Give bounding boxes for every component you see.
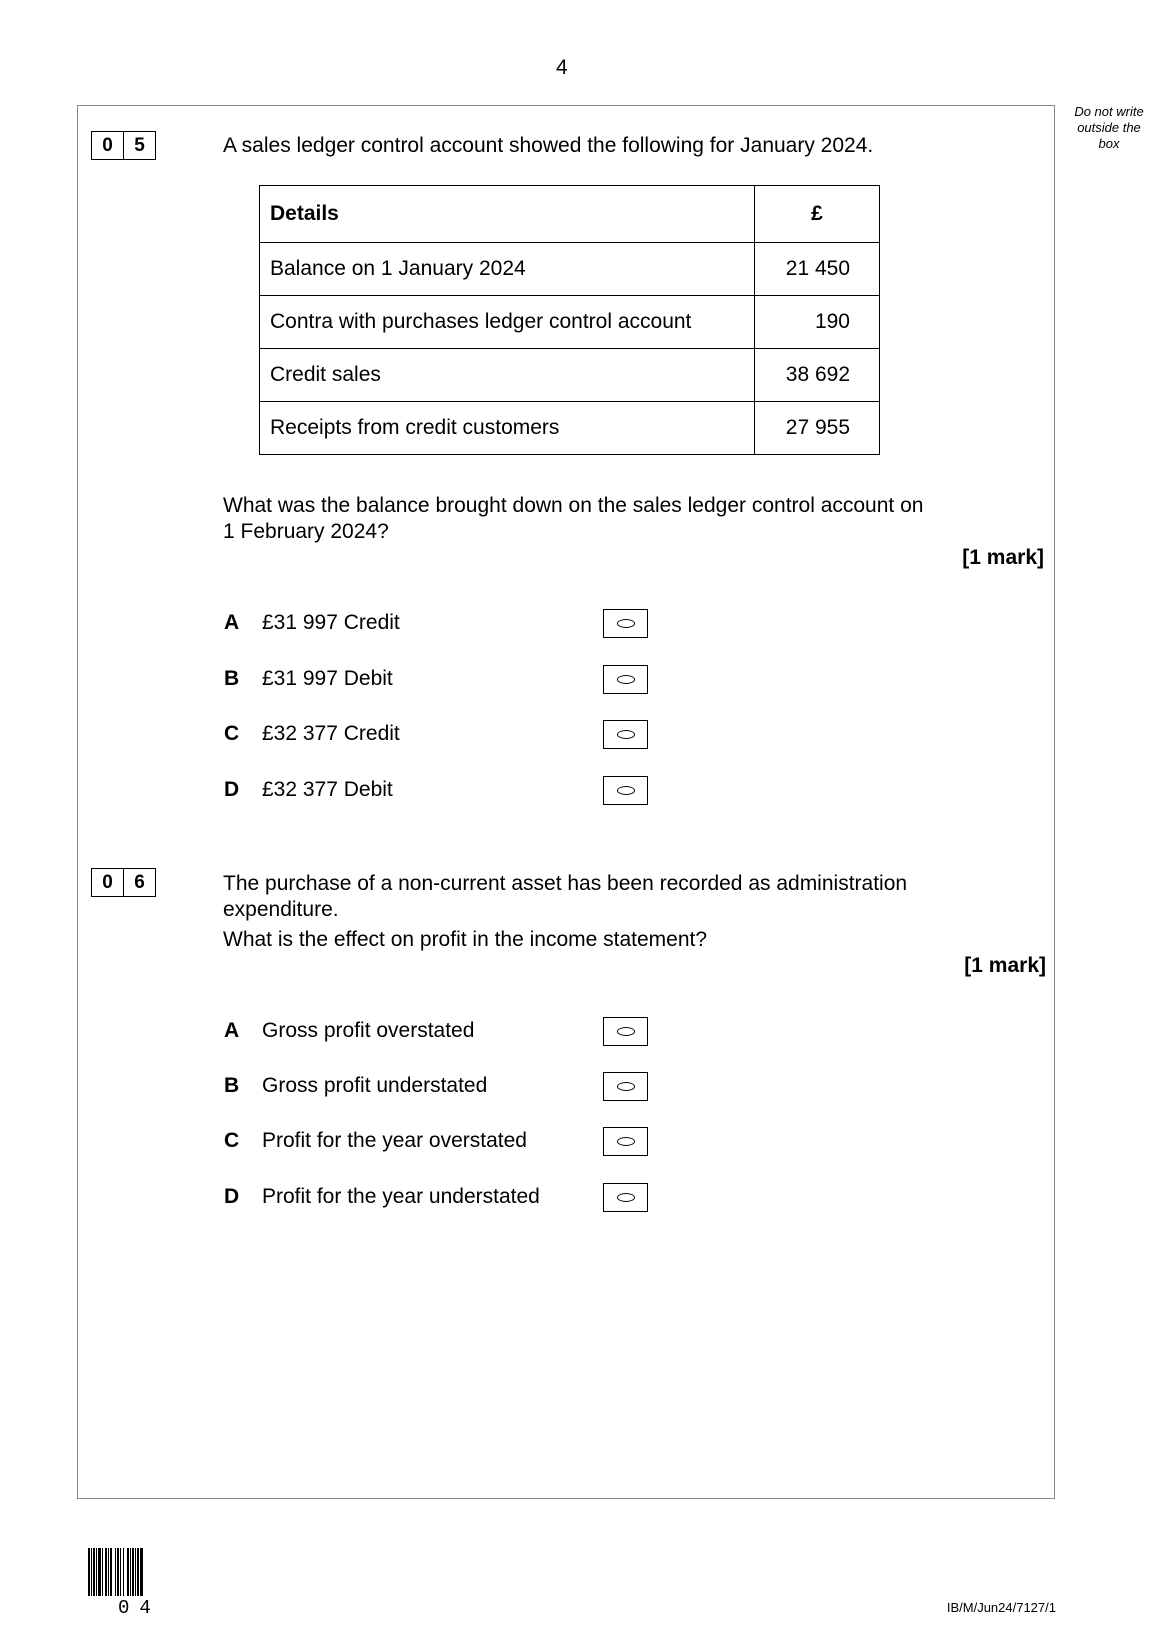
marks-label: [1 mark] bbox=[962, 546, 1044, 569]
paper-code: IB/M/Jun24/7127/1 bbox=[946, 1600, 1056, 1615]
question-prompt-line: What was the balance brought down on the sales ledger control account on bbox=[223, 494, 924, 517]
option-text: £31 997 Credit bbox=[262, 611, 400, 634]
cell-amount: 38 692 bbox=[755, 349, 880, 402]
cell-detail: Receipts from credit customers bbox=[260, 402, 755, 455]
barcode-number: 04 bbox=[118, 1597, 161, 1619]
question-prompt-line: The purchase of a non-current asset has been recorded as administration bbox=[223, 872, 908, 895]
option-text: Gross profit understated bbox=[262, 1074, 488, 1097]
cell-detail: Credit sales bbox=[260, 349, 755, 402]
lozenge-icon bbox=[617, 1193, 635, 1202]
answer-bubble[interactable] bbox=[603, 1127, 648, 1156]
lozenge-icon bbox=[617, 730, 635, 739]
option-text: Profit for the year understated bbox=[262, 1185, 540, 1208]
lozenge-icon bbox=[617, 675, 635, 684]
cell-amount: 21 450 bbox=[755, 243, 880, 296]
answer-bubble[interactable] bbox=[603, 1072, 648, 1101]
question-prompt-line: What is the effect on profit in the income statement? bbox=[223, 928, 708, 951]
lozenge-icon bbox=[617, 619, 635, 628]
option-text: £32 377 Credit bbox=[262, 722, 400, 745]
question-prompt-line: 1 February 2024? bbox=[223, 520, 389, 543]
ledger-table bbox=[259, 185, 880, 455]
option-letter: B bbox=[224, 667, 240, 690]
table-row bbox=[260, 349, 880, 402]
option-text: Gross profit overstated bbox=[262, 1019, 475, 1042]
option-text: £31 997 Debit bbox=[262, 667, 393, 690]
option-letter: B bbox=[224, 1074, 240, 1097]
answer-bubble[interactable] bbox=[603, 609, 648, 638]
option-letter: C bbox=[224, 1129, 240, 1152]
header-amount: £ bbox=[755, 186, 880, 243]
cell-detail: Balance on 1 January 2024 bbox=[260, 243, 755, 296]
question-intro: A sales ledger control account showed the following for January 2024. bbox=[223, 134, 874, 157]
barcode bbox=[88, 1548, 143, 1596]
table-row bbox=[260, 296, 880, 349]
question-number-06 bbox=[91, 868, 156, 897]
answer-bubble[interactable] bbox=[603, 665, 648, 694]
margin-note: Do not write outside the box bbox=[1074, 104, 1144, 151]
barcode-bar bbox=[140, 1548, 143, 1596]
answer-bubble[interactable] bbox=[603, 1017, 648, 1046]
marks-label: [1 mark] bbox=[964, 954, 1046, 977]
table-header-row bbox=[260, 186, 880, 243]
cell-amount: 190 bbox=[755, 296, 880, 349]
option-letter: D bbox=[224, 1185, 240, 1208]
digit: 6 bbox=[123, 869, 155, 896]
lozenge-icon bbox=[617, 1137, 635, 1146]
answer-bubble[interactable] bbox=[603, 776, 648, 805]
option-letter: A bbox=[224, 611, 240, 634]
lozenge-icon bbox=[617, 786, 635, 795]
option-letter: D bbox=[224, 778, 240, 801]
option-letter: C bbox=[224, 722, 240, 745]
table-row bbox=[260, 243, 880, 296]
question-prompt-line: expenditure. bbox=[223, 898, 339, 921]
digit: 0 bbox=[102, 135, 113, 156]
answer-bubble[interactable] bbox=[603, 720, 648, 749]
digit: 5 bbox=[123, 132, 155, 159]
cell-amount: 27 955 bbox=[755, 402, 880, 455]
option-letter: A bbox=[224, 1019, 240, 1042]
option-text: Profit for the year overstated bbox=[262, 1129, 527, 1152]
cell-detail: Contra with purchases ledger control account bbox=[260, 296, 755, 349]
page-number: 4 bbox=[556, 56, 568, 79]
lozenge-icon bbox=[617, 1027, 635, 1036]
option-text: £32 377 Debit bbox=[262, 778, 393, 801]
answer-bubble[interactable] bbox=[603, 1183, 648, 1212]
digit: 0 bbox=[102, 872, 113, 893]
table-row bbox=[260, 402, 880, 455]
lozenge-icon bbox=[617, 1082, 635, 1091]
header-details: Details bbox=[260, 186, 755, 243]
question-number-05 bbox=[91, 131, 156, 160]
